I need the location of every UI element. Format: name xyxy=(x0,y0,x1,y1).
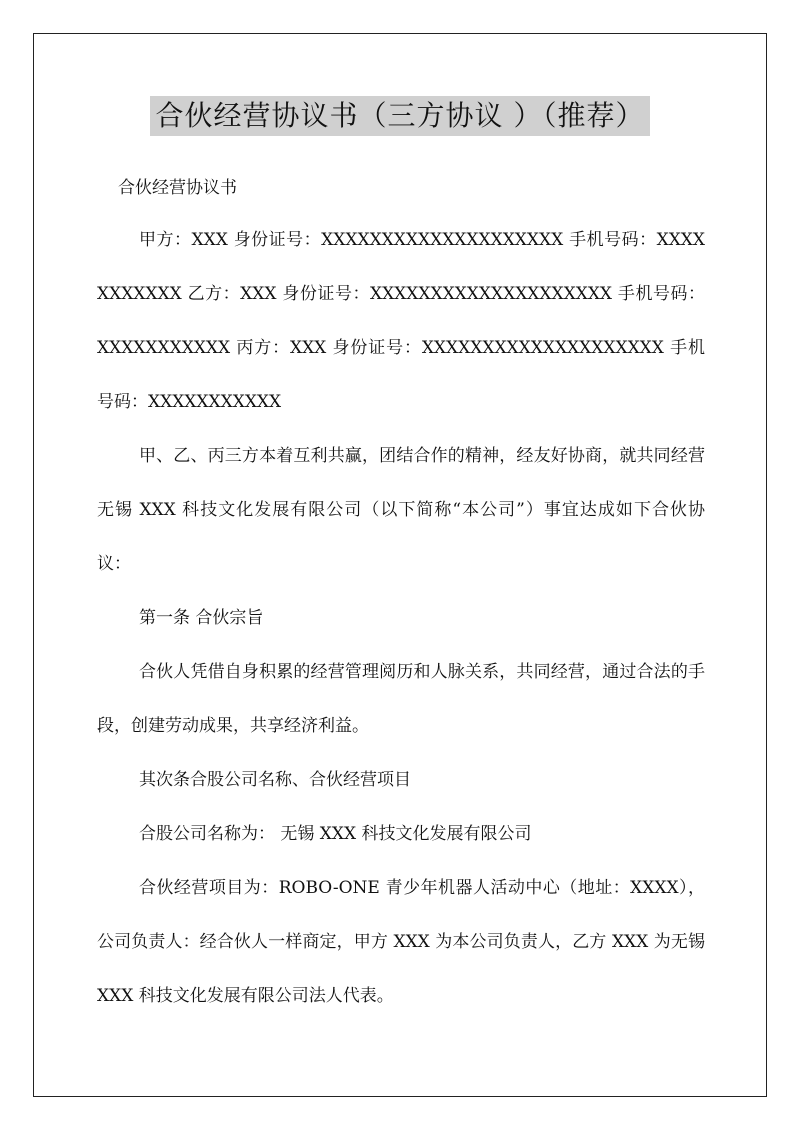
parties-paragraph: 甲方：XXX 身份证号：XXXXXXXXXXXXXXXXXXXX 手机号码：XXXXXXXXXXX 乙方：XXX 身份证号：XXXXXXXXXXXXXXXXXXXX 手机号码：XXXXXXXXXXX 丙方：XXX 身份证号：XXXXXXXXXXXXXXXXXXXX 手机号码：XXXXXXXXXXX xyxy=(97,230,705,412)
article-1-title: 第一条 合伙宗旨 xyxy=(139,608,264,628)
document-subtitle: 合伙经营协议书 xyxy=(118,178,237,198)
article-1-body: 合伙人凭借自身积累的经营管理阅历和人脉关系，共同经营，通过合法的手段，创建劳动成果，共享经济利益。 xyxy=(97,662,705,736)
title-container xyxy=(0,96,800,136)
company-name-line: 合股公司名称为： 无锡 XXX 科技文化发展有限公司 xyxy=(139,824,532,844)
intro-paragraph: 甲、乙、丙三方本着互利共赢，团结合作的精神，经友好协商，就共同经营无锡 XXX 科技文化发展有限公司（以下简称“本公司”）事宜达成如下合伙协议： xyxy=(97,446,705,574)
document-title: 合伙经营协议书（三方协议 ）（推荐） xyxy=(150,96,651,136)
article-2-title: 其次条合股公司名称、合伙经营项目 xyxy=(139,770,411,790)
project-paragraph: 合伙经营项目为：ROBO-ONE 青少年机器人活动中心（地址：XXXX），公司负责人：经合伙人一样商定，甲方 XXX 为本公司负责人，乙方 XXX 为无锡 XXX 科技文化发展有限公司法人代表。 xyxy=(97,878,705,1006)
document-body xyxy=(97,213,705,1023)
